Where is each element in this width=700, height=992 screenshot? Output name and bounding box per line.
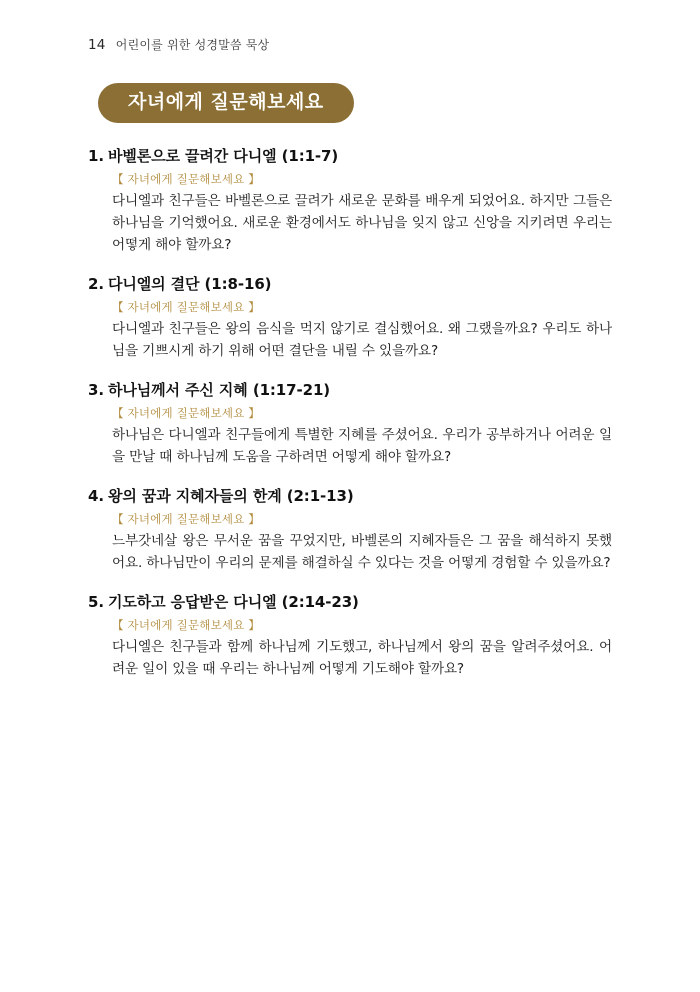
question-number: 1. bbox=[88, 147, 104, 165]
question-item bbox=[88, 591, 612, 680]
question-prompt-label: 【 자녀에게 질문해보세요 】 bbox=[112, 512, 261, 527]
header-title: 어린이를 위한 성경말씀 묵상 bbox=[115, 38, 270, 52]
question-title-text: 바벨론으로 끌려간 다니엘 (1:1-7) bbox=[107, 147, 339, 165]
question-title bbox=[88, 379, 612, 400]
question-title bbox=[88, 145, 612, 166]
question-number: 5. bbox=[88, 593, 104, 612]
question-title-text: 하나님께서 주신 지혜 (1:17-21) bbox=[107, 381, 331, 400]
question-prompt-label: 【 자녀에게 질문해보세요 】 bbox=[112, 172, 261, 186]
question-number: 2. bbox=[88, 275, 104, 294]
question-title bbox=[88, 485, 612, 506]
question-number: 4. bbox=[88, 487, 104, 506]
question-prompt-label: 【 자녀에게 질문해보세요 】 bbox=[112, 300, 261, 315]
question-body: 느부갓네살 왕은 무서운 꿈을 꾸었지만, 바벨론의 지혜자들은 그 꿈을 해석하지 못했어요. 하나님만이 우리의 문제를 해결하실 수 있다는 것을 어떻게 경험할 수 있을까요? bbox=[112, 533, 612, 572]
question-title-text: 다니엘의 결단 (1:8-16) bbox=[107, 275, 272, 294]
question-title bbox=[88, 591, 612, 612]
page-header bbox=[88, 36, 612, 53]
question-body: 다니엘과 친구들은 왕의 음식을 먹지 않기로 결심했어요. 왜 그랬을까요? 우리도 하나님을 기쁘시게 하기 위해 어떤 결단을 내릴 수 있을까요? bbox=[112, 321, 612, 360]
question-body: 다니엘은 친구들과 함께 하나님께 기도했고, 하나님께서 왕의 꿈을 알려주셨어요. 어려운 일이 있을 때 우리는 하나님께 어떻게 기도해야 할까요? bbox=[112, 639, 612, 678]
question-item bbox=[88, 145, 612, 256]
question-item bbox=[88, 485, 612, 574]
question-title-text: 왕의 꿈과 지혜자들의 한계 (2:1-13) bbox=[107, 487, 354, 506]
question-item bbox=[88, 379, 612, 468]
page-number: 14 bbox=[88, 37, 106, 53]
question-body: 하나님은 다니엘과 친구들에게 특별한 지혜를 주셨어요. 우리가 공부하거나 어려운 일을 만날 때 하나님께 도움을 구하려면 어떻게 해야 할까요? bbox=[112, 427, 612, 466]
question-body: 다니엘과 친구들은 바벨론으로 끌려가 새로운 문화를 배우게 되었어요. 하지만 그들은 하나님을 기억했어요. 새로운 환경에서도 하나님을 잊지 않고 신앙을 지키려면 우리는 어떻게 해야 할까요? bbox=[112, 193, 612, 254]
section-badge: 자녀에게 질문해보세요 bbox=[98, 83, 354, 123]
question-title-text: 기도하고 응답받은 다니엘 (2:14-23) bbox=[107, 593, 359, 612]
question-number: 3. bbox=[88, 381, 104, 400]
question-prompt-label: 【 자녀에게 질문해보세요 】 bbox=[112, 406, 261, 421]
question-title bbox=[88, 273, 612, 294]
question-item bbox=[88, 273, 612, 362]
question-prompt-label: 【 자녀에게 질문해보세요 】 bbox=[112, 618, 261, 633]
section-badge-wrap bbox=[98, 83, 612, 123]
